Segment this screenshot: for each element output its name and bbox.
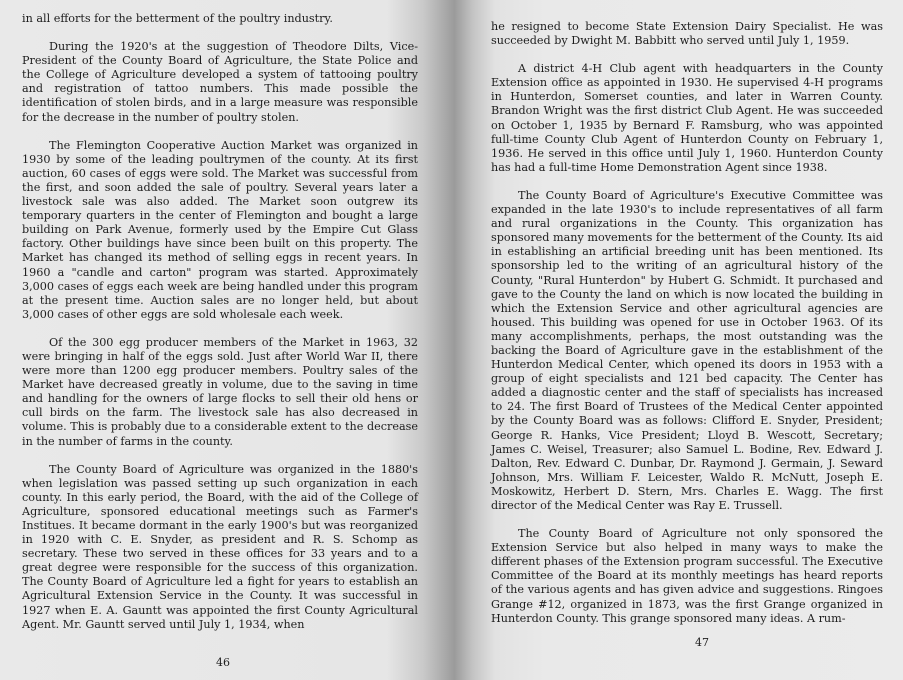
paragraph-egg-producers: Of the 300 egg producer members of the Market in 1963, 32 were bringing in half of the eggs sold. Just after World War II, there were more than 1200 egg producer members. Poultry sales of the Market have decreased greatly in volume, due to the saving in time and handling for the owners of large flocks to sell their old hens or cull birds on the farm. The livestock sale has also decreased in volume. This is probably due to a considerable extent to the decrease in the number of farms in the county. [22,335,418,448]
paragraph-auction-market: The Flemington Cooperative Auction Market was organized in 1930 by some of the leading poultrymen of the county. At its first auction, 60 cases of eggs were sold. The Market was successful from the first, and soon added the sale of poultry. Several years later a livestock sale was also added. The Market soon outgrew its temporary quarters in the center of Flemington and bought a large building on Park Avenue, formerly used by the Empire Cut Glass factory. Other buildings have since been built on this property. The Market has changed its method of selling eggs in recent years. In 1960 a "candle and carton" program was started. Approximately 3,000 cases of eggs each week are being handled under this program at the present time. Auction sales are no longer held, but about 3,000 cases of other eggs are sold wholesale each week. [22,138,418,321]
paragraph-continuation: in all efforts for the betterment of the poultry industry. [22,12,333,25]
paragraph-extension-service: The County Board of Agriculture not only sponsored the Extension Service but also helped in many ways to make the different phases of the Extension program successful. The Executive Committee of the Board at its monthly meetings has heard reports of the various agents and has given advice and suggestions. Ringoes Grange #12, organized in 1873, was the first Grange organized in Hunterdon County. This grange sponsored many ideas. A rum- [491,527,883,625]
page-number-left: 46 [216,655,230,669]
paragraph-continuation: he resigned to become State Extension Dairy Specialist. He was succeeded by Dwight M. Babbitt who served until July 1, 1959. [491,20,883,48]
paragraph-county-board: The County Board of Agriculture was organized in the 1880's when legislation was passed setting up such organization in each county. In this early period, the Board, with the aid of the College of Agriculture, sponsored educational meetings such as Farmer's Institues. It became dormant in the early 1900's but was reorganized in 1920 with C. E. Snyder, as president and R. S. Schomp as secretary. These two served in these offices for 33 years and to a great degree were responsible for the success of this organization. The County Board of Agriculture led a fight for years to establish an Agricultural Extension Service in the County. It was successful in 1927 when E. A. Gauntt was appointed the first County Agricultural Agent. Mr. Gauntt served until July 1, 1934, when [22,462,418,631]
right-page [455,0,903,680]
paragraph-executive-committee: The County Board of Agriculture's Executive Committee was expanded in the late 1930's to include representatives of all farm and rural organizations in the County. This organization has sponsored many movements for the betterment of the County. Its aid in establishing an artificial breeding unit has been mentioned. Its sponsorship led to the writing of an agricultural history of the County, "Rural Hunterdon" by Hubert G. Schmidt. It purchased and gave to the County the land on which is now located the building in which the Extension Service and other agricultural agencies are housed. This building was opened for use in October 1963. Of its many accomplishments, perhaps, the most outstanding was the backing the Board of Agriculture gave in the establishment of the Hunterdon Medical Center, which opened its doors in 1953 with a group of eight specialists and 121 bed capacity. The Center has added a diagnostic center and the staff of specialists has increased to 24. The first Board of Trustees of the Medical Center appointed by the County Board was as follows: Clifford E. Snyder, President; George R. Hanks, Vice President; Lloyd B. Wescott, Secretary; James C. Weisel, Treasurer; also Samuel L. Bodine, Rev. Edward J. Dalton, Rev. Edward C. Dunbar, Dr. Raymond J. Germain, J. Seward Johnson, Mrs. William F. Leicester, Waldo R. McNutt, Joseph E. Moskowitz, Herbert D. Stern, Mrs. Charles E. Wagg. The first director of the Medical Center was Ray E. Trussell. [491,188,883,512]
page-number-right: 47 [695,635,709,649]
paragraph-4h-club: A district 4-H Club agent with headquarters in the County Extension office as appointed in 1930. He supervised 4-H programs in Hunterdon, Somerset counties, and later in Warren County. Brandon Wright was the first district Club Agent. He was succeeded on October 1, 1935 by Bernard F. Ramsburg, who was appointed full-time County Club Agent of Hunterdon County on February 1, 1936. He served in this office until July 1, 1960. Hunterdon County has had a full-time Home Demonstration Agent since 1938. [491,62,883,174]
paragraph-tattooing: During the 1920's at the suggestion of Theodore Dilts, Vice-President of the County Board of Agriculture, the State Police and the College of Agriculture developed a system of tattooing poultry and registration of tattoo numbers. This made possible the identification of stolen birds, and in a large measure was responsible for the decrease in the number of poultry stolen. [22,40,418,124]
